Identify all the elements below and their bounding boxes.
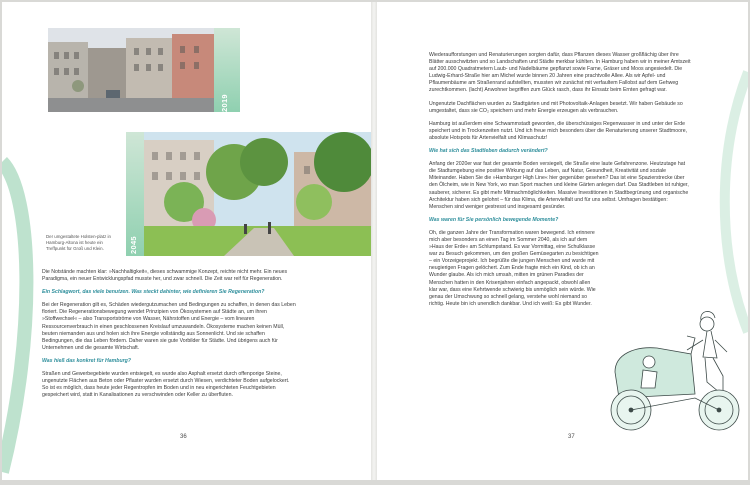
question-1: Ein Schlagwort, das viele benutzen. Was steckt dahinter, wie definieren Sie Regeneration? [42, 289, 265, 296]
right-body-text [429, 52, 691, 314]
year-label-2045: 2045 [129, 236, 138, 254]
question-3: Wie hat sich das Stadtleben dadurch verändert? [429, 148, 548, 155]
paragraph-3: Hamburg ist außerdem eine Schwammstadt geworden, die überschüssiges Regenwasser in und unter der Erde speichert und in Trockenzeiten nutzt. Und ich freue mich besonders über die Renaturierung unserer Stadtmoore, absolute Hotspots für Artenvielfalt und Klimaschutz! [429, 120, 688, 141]
answer-3: Anfang der 2020er war fast der gesamte Boden versiegelt, die Straße eine laute Gefahrenzone. Heutzutage hat die Stadtumgebung eine positive Wirkung auf das Leben, auf Natur, Gesundheit, Kreativität und soziale Miteinander. Haben Sie die »Hamburger High Line« hier gegenüber gesehen? Das ist eine Spazierstrecke über den Ölcheim, wie in New York, wo man Sport machen und kleine Gärten anlegen darf. Das Stadtleben ist ruhiger, sauberer, sicherer. Es gibt mehr Mitmachmöglichkeiten. Massive Investitionen in Stadtbegrünung und organische Architektur haben sich gelohnt – für das Klima, die Artenvielfalt und für uns selbst. Umfragen bestätigen: Menschen sind weniger gestresst und insgesamt gesünder. [429, 161, 689, 210]
photo-caption: Der umgestaltete Holsten-platz in Hamburg-Altona ist heute ein Treffpunkt für Groß und Klein. [46, 234, 111, 251]
page-number-left: 36 [180, 434, 187, 440]
question-2: Was hieß das konkret für Hamburg? [42, 357, 131, 364]
answer-1: Bei der Regeneration gilt es, Schäden wiedergutzumachen und Bedingungen zu schaffen, in denen das Leben floriert. Die Regenerationsbewegung wendet Prinzipien von Ökosystemen auf Städte an, um ihren »Stoffwechsel« – also Transportströme von Wasser, Nährstoffen und Energie – vom linearen Ressourcenverbrauch in einen geschlossenen Kreislauf umzuwandeln. Ökosysteme machen keinen Müll, beuten niemanden aus und holen sich ihre Energie vollständig aus Sonnenlicht. Und sie schaffen Bedingungen, die das Leben fördern. Daher waren sie gute Vorbilder für Städte. Und übrigens auch für Unternehmen und die gesamte Wirtschaft. [42, 302, 296, 351]
left-body-text [42, 269, 296, 405]
paragraph-2: Ungenutzte Dachflächen wurden zu Stadtgärten und mit Photovoltaik-Anlagen besetzt. Wir haben Gebäude so umgestaltet, dass sie CO₂ speichern und mehr Energie erzeugen als verbrauchen. [429, 100, 683, 114]
paragraph-1: Wiederaufforstungen und Renaturierungen sorgten dafür, dass Pflanzen dieses Wasser großflächig über ihre Blätter ausschwitzten und so Landschaften und Städte merkbar kühlten. In Hamburg haben wir in meiner Amtszeit auf 200.000 Quadratmetern Laub- und Nadelbäume gepflanzt sowie Farne, Gräser und Moos angesiedelt. Die Ludwig-Erhard-Straße hier am Michel wurde binnen 20 Jahren eine prachtvolle Allee. Als wir Apfel- und Pflaumenbäume am Straßenrand aufstellten, mussten wir zunächst mit verfaultem Fallobst auf dem Gehweg zurechtkommen. (lacht) Anwohner begriffen zum Glück rasch, dass ihr Einsatz beim Ernten gefragt war. [429, 52, 691, 94]
green-street-photo-2045-image [144, 132, 371, 256]
year-label-2019: 2019 [220, 94, 229, 112]
question-4: Was waren für Sie persönlich bewegende Momente? [429, 216, 559, 223]
cargo-bike-illustration [595, 302, 745, 437]
street-photo-2019-image [48, 28, 214, 112]
intro-paragraph: Die Notstände machten klar: »Nachhaltigkeit«, dieses schwammige Konzept, reichte nicht mehr. Ein neues Paradigma, ein neuer Entwicklungspfad musste her, und zwar schnell. Die Zeit war reif für Regeneration. [42, 269, 288, 283]
photo-2045 [144, 132, 371, 256]
page-number-right: 37 [568, 434, 575, 440]
answer-2: Straßen und Gewerbegebiete wurden entsiegelt, es wurde also Asphalt ersetzt durch offenporige Steine, ungenutzte Flächen aus Beton oder Pflaster wurden ersetzt durch Wiesen, verdichteter Boden aufgelockert. So ist es möglich, dass heute jeder Regentropfen im Boden und in neu eingerichteten Feuchtgebieten gespeichert wird, statt in Kanalisationen zu verschwinden oder Keller zu überfluten. [42, 371, 290, 399]
left-page [2, 2, 371, 480]
photo-2019 [48, 28, 214, 112]
answer-4: Oh, die ganzen Jahre der Transformation waren bewegend. Ich erinnere mich aber besonders an einen Tag im Sommer 2040, als ich auf dem »Haus der Erde« am Schlumpstand. Es war Vormittag, eine Schulklasse war zu Besuch gekommen, um den großen Gemüsegarten zu besichtigen – ein Vorzeigeprojekt. Ich begrüßte die jungen Menschen und wurde mit neugierigen Fragen gelöchert. Zum Ende fragte mich ein Kind, ob ich an Wunder glaube. Als ich mich umsah, mitten im grünen Paradies der Menschen hatten in den Krisenjahren einfach angepackt, obwohl allen klar war, dass eine Kehrtwende schwierig bis unmöglich sein würde. Wie genau der Umschwung so schnell gelang, verstehe wohl niemand so richtig. Heute bin ich unendlich dankbar. Und ich weiß: Es gibt Wunder. [429, 229, 599, 307]
right-page [377, 2, 748, 480]
